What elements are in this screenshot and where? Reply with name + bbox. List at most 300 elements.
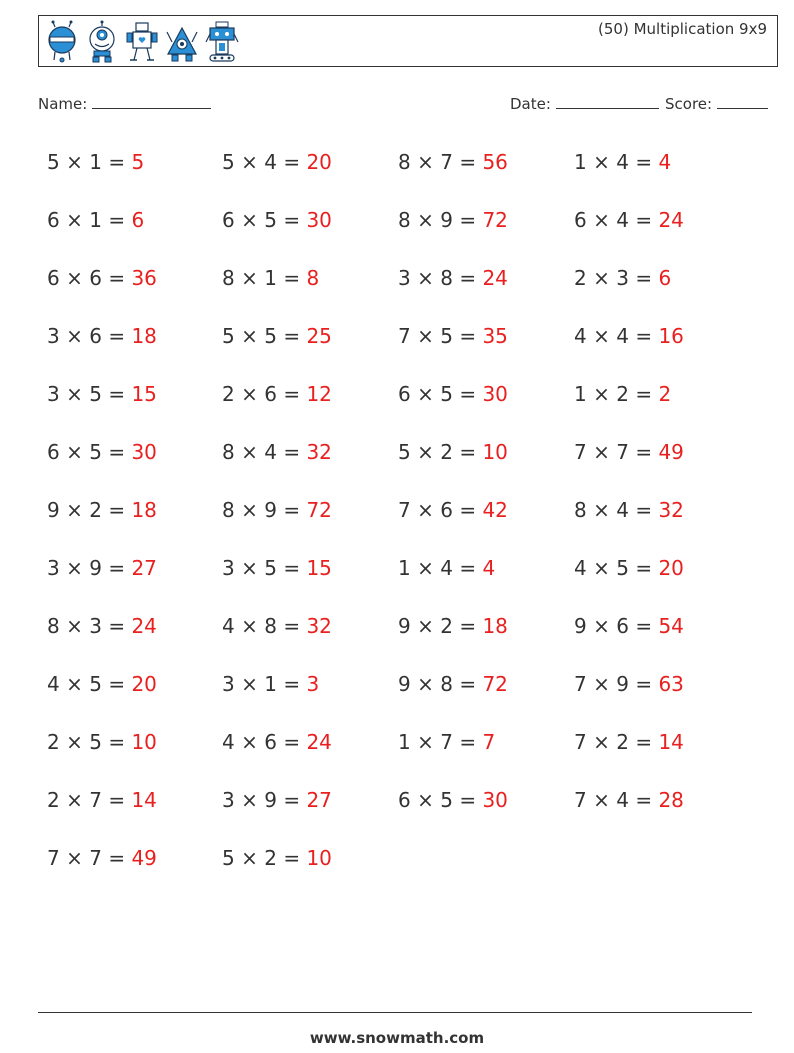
operand-b: 5 <box>440 382 453 406</box>
equals-sign: = <box>283 846 301 870</box>
problem-item <box>398 266 508 290</box>
times-sign: × <box>417 556 434 580</box>
problem-item <box>398 614 508 638</box>
times-sign: × <box>593 788 610 812</box>
times-sign: × <box>241 150 258 174</box>
times-sign: × <box>66 788 83 812</box>
operand-b: 4 <box>616 150 629 174</box>
equals-sign: = <box>108 150 126 174</box>
operand-b: 5 <box>89 382 102 406</box>
operand-a: 3 <box>398 266 411 290</box>
operand-a: 1 <box>398 556 411 580</box>
equals-sign: = <box>283 440 301 464</box>
times-sign: × <box>417 788 434 812</box>
times-sign: × <box>66 672 83 696</box>
equals-sign: = <box>459 730 477 754</box>
problem-item <box>222 788 332 812</box>
answer: 20 <box>658 556 684 580</box>
problem-item <box>574 788 684 812</box>
times-sign: × <box>241 440 258 464</box>
problem-item <box>222 556 332 580</box>
problem-item <box>222 498 332 522</box>
operand-b: 3 <box>89 614 102 638</box>
problem-item <box>574 382 671 406</box>
problem-item <box>222 324 332 348</box>
times-sign: × <box>66 150 83 174</box>
answer: 4 <box>658 150 672 174</box>
answer: 36 <box>131 266 157 290</box>
operand-b: 6 <box>264 382 277 406</box>
answer: 32 <box>306 440 332 464</box>
operand-a: 3 <box>222 556 235 580</box>
answer: 6 <box>131 208 145 232</box>
answer: 28 <box>658 788 684 812</box>
operand-a: 2 <box>47 788 60 812</box>
equals-sign: = <box>459 440 477 464</box>
problem-item <box>574 324 684 348</box>
times-sign: × <box>417 208 434 232</box>
equals-sign: = <box>283 498 301 522</box>
operand-b: 4 <box>440 556 453 580</box>
answer: 24 <box>306 730 332 754</box>
operand-b: 3 <box>616 266 629 290</box>
times-sign: × <box>66 382 83 406</box>
equals-sign: = <box>459 498 477 522</box>
equals-sign: = <box>283 730 301 754</box>
times-sign: × <box>66 556 83 580</box>
equals-sign: = <box>108 672 126 696</box>
times-sign: × <box>66 208 83 232</box>
equals-sign: = <box>459 672 477 696</box>
operand-b: 2 <box>89 498 102 522</box>
answer: 2 <box>658 382 672 406</box>
operand-a: 4 <box>47 672 60 696</box>
problem-item <box>47 788 157 812</box>
equals-sign: = <box>459 150 477 174</box>
problem-item <box>574 266 671 290</box>
answer: 16 <box>658 324 684 348</box>
equals-sign: = <box>635 730 653 754</box>
operand-b: 8 <box>440 266 453 290</box>
times-sign: × <box>66 498 83 522</box>
operand-b: 6 <box>89 266 102 290</box>
operand-b: 2 <box>440 614 453 638</box>
operand-a: 6 <box>47 266 60 290</box>
answer: 18 <box>131 498 157 522</box>
answer: 30 <box>482 788 508 812</box>
operand-b: 4 <box>616 788 629 812</box>
operand-a: 7 <box>574 788 587 812</box>
operand-a: 5 <box>222 150 235 174</box>
problem-item <box>47 150 144 174</box>
operand-a: 3 <box>47 324 60 348</box>
operand-b: 1 <box>264 672 277 696</box>
operand-b: 5 <box>89 440 102 464</box>
answer: 15 <box>306 556 332 580</box>
operand-a: 8 <box>222 266 235 290</box>
times-sign: × <box>66 846 83 870</box>
equals-sign: = <box>108 556 126 580</box>
problem-item <box>222 846 332 870</box>
problem-item <box>47 498 157 522</box>
operand-a: 8 <box>222 498 235 522</box>
times-sign: × <box>417 498 434 522</box>
date-label: Date: <box>510 95 551 113</box>
operand-a: 4 <box>222 730 235 754</box>
equals-sign: = <box>459 556 477 580</box>
problem-item <box>398 556 495 580</box>
operand-b: 4 <box>616 208 629 232</box>
operand-a: 6 <box>398 788 411 812</box>
equals-sign: = <box>108 846 126 870</box>
answer: 35 <box>482 324 508 348</box>
problem-item <box>574 614 684 638</box>
equals-sign: = <box>283 614 301 638</box>
answer: 30 <box>482 382 508 406</box>
answer: 54 <box>658 614 684 638</box>
operand-b: 8 <box>440 672 453 696</box>
operand-a: 1 <box>574 382 587 406</box>
equals-sign: = <box>283 672 301 696</box>
operand-a: 2 <box>47 730 60 754</box>
answer: 72 <box>306 498 332 522</box>
equals-sign: = <box>635 208 653 232</box>
operand-b: 4 <box>616 498 629 522</box>
problem-item <box>47 846 157 870</box>
footer-url: www.snowmath.com <box>309 1029 485 1047</box>
problem-item <box>47 324 157 348</box>
operand-b: 1 <box>89 150 102 174</box>
footer-divider <box>38 1012 752 1013</box>
equals-sign: = <box>635 614 653 638</box>
times-sign: × <box>417 614 434 638</box>
answer: 8 <box>306 266 320 290</box>
times-sign: × <box>66 266 83 290</box>
operand-a: 3 <box>47 556 60 580</box>
operand-b: 7 <box>440 150 453 174</box>
operand-a: 1 <box>574 150 587 174</box>
answer: 30 <box>306 208 332 232</box>
times-sign: × <box>593 266 610 290</box>
operand-a: 9 <box>47 498 60 522</box>
times-sign: × <box>241 498 258 522</box>
problem-item <box>222 208 332 232</box>
times-sign: × <box>241 730 258 754</box>
operand-a: 4 <box>222 614 235 638</box>
answer: 24 <box>658 208 684 232</box>
operand-b: 6 <box>264 730 277 754</box>
answer: 14 <box>131 788 157 812</box>
problem-item <box>222 266 319 290</box>
equals-sign: = <box>459 208 477 232</box>
score-label: Score: <box>665 95 713 113</box>
times-sign: × <box>593 208 610 232</box>
operand-b: 7 <box>89 788 102 812</box>
answer: 14 <box>658 730 684 754</box>
equals-sign: = <box>635 672 653 696</box>
problem-item <box>47 208 144 232</box>
times-sign: × <box>66 730 83 754</box>
answer: 20 <box>306 150 332 174</box>
equals-sign: = <box>635 440 653 464</box>
equals-sign: = <box>283 382 301 406</box>
times-sign: × <box>593 498 610 522</box>
equals-sign: = <box>635 498 653 522</box>
times-sign: × <box>593 324 610 348</box>
equals-sign: = <box>108 614 126 638</box>
problem-item <box>398 324 508 348</box>
equals-sign: = <box>635 788 653 812</box>
operand-a: 5 <box>222 846 235 870</box>
name-label: Name: <box>38 95 88 113</box>
times-sign: × <box>593 614 610 638</box>
problem-item <box>47 672 157 696</box>
operand-b: 1 <box>264 266 277 290</box>
problem-item <box>398 498 508 522</box>
equals-sign: = <box>459 614 477 638</box>
equals-sign: = <box>459 788 477 812</box>
equals-sign: = <box>108 324 126 348</box>
answer: 10 <box>306 846 332 870</box>
operand-a: 7 <box>574 730 587 754</box>
times-sign: × <box>241 324 258 348</box>
problem-item <box>222 150 332 174</box>
operand-b: 9 <box>264 788 277 812</box>
operand-b: 9 <box>616 672 629 696</box>
operand-b: 6 <box>440 498 453 522</box>
answer: 30 <box>131 440 157 464</box>
problem-item <box>574 556 684 580</box>
operand-a: 3 <box>222 788 235 812</box>
times-sign: × <box>241 382 258 406</box>
operand-a: 1 <box>398 730 411 754</box>
times-sign: × <box>593 672 610 696</box>
operand-a: 8 <box>47 614 60 638</box>
equals-sign: = <box>283 556 301 580</box>
times-sign: × <box>593 730 610 754</box>
operand-b: 5 <box>440 788 453 812</box>
answer: 49 <box>131 846 157 870</box>
operand-b: 5 <box>264 556 277 580</box>
operand-a: 2 <box>222 382 235 406</box>
problem-item <box>47 730 157 754</box>
equals-sign: = <box>635 266 653 290</box>
answer: 10 <box>131 730 157 754</box>
operand-b: 5 <box>616 556 629 580</box>
problem-item <box>398 730 495 754</box>
equals-sign: = <box>635 150 653 174</box>
problem-item <box>574 150 671 174</box>
answer: 24 <box>131 614 157 638</box>
problem-item <box>47 382 157 406</box>
times-sign: × <box>593 556 610 580</box>
problem-item <box>574 498 684 522</box>
answer: 18 <box>131 324 157 348</box>
operand-b: 7 <box>89 846 102 870</box>
problem-item <box>47 614 157 638</box>
problem-item <box>398 672 508 696</box>
operand-a: 7 <box>574 440 587 464</box>
operand-a: 5 <box>47 150 60 174</box>
times-sign: × <box>241 846 258 870</box>
problem-item <box>222 382 332 406</box>
operand-a: 8 <box>574 498 587 522</box>
operand-b: 6 <box>616 614 629 638</box>
times-sign: × <box>241 208 258 232</box>
answer: 18 <box>482 614 508 638</box>
operand-a: 7 <box>398 498 411 522</box>
times-sign: × <box>241 266 258 290</box>
times-sign: × <box>417 382 434 406</box>
problem-item <box>398 440 508 464</box>
equals-sign: = <box>108 266 126 290</box>
problem-item <box>398 382 508 406</box>
problem-item <box>47 556 157 580</box>
equals-sign: = <box>459 382 477 406</box>
operand-b: 4 <box>616 324 629 348</box>
operand-a: 7 <box>574 672 587 696</box>
times-sign: × <box>241 556 258 580</box>
answer: 49 <box>658 440 684 464</box>
equals-sign: = <box>108 440 126 464</box>
times-sign: × <box>593 150 610 174</box>
answer: 63 <box>658 672 684 696</box>
answer: 27 <box>306 788 332 812</box>
problem-item <box>222 440 332 464</box>
operand-b: 2 <box>264 846 277 870</box>
operand-a: 6 <box>398 382 411 406</box>
problem-item <box>398 150 508 174</box>
operand-a: 7 <box>398 324 411 348</box>
answer: 42 <box>482 498 508 522</box>
answer: 5 <box>131 150 145 174</box>
operand-b: 2 <box>440 440 453 464</box>
operand-a: 2 <box>574 266 587 290</box>
equals-sign: = <box>108 730 126 754</box>
operand-a: 3 <box>222 672 235 696</box>
operand-a: 8 <box>398 150 411 174</box>
answer: 72 <box>482 208 508 232</box>
times-sign: × <box>241 614 258 638</box>
equals-sign: = <box>283 788 301 812</box>
answer: 24 <box>482 266 508 290</box>
problem-item <box>574 672 684 696</box>
operand-b: 5 <box>264 208 277 232</box>
problem-item <box>222 672 319 696</box>
problem-item <box>47 266 157 290</box>
problem-item <box>574 440 684 464</box>
operand-a: 3 <box>47 382 60 406</box>
answer: 4 <box>482 556 496 580</box>
operand-b: 2 <box>616 382 629 406</box>
operand-b: 7 <box>616 440 629 464</box>
equals-sign: = <box>283 208 301 232</box>
times-sign: × <box>593 382 610 406</box>
operand-a: 6 <box>47 208 60 232</box>
answer: 3 <box>306 672 320 696</box>
equals-sign: = <box>108 788 126 812</box>
operand-b: 5 <box>440 324 453 348</box>
problem-item <box>574 730 684 754</box>
answer: 7 <box>482 730 496 754</box>
answer: 72 <box>482 672 508 696</box>
operand-b: 6 <box>89 324 102 348</box>
operand-b: 9 <box>264 498 277 522</box>
times-sign: × <box>241 788 258 812</box>
equals-sign: = <box>635 382 653 406</box>
operand-b: 9 <box>440 208 453 232</box>
answer: 10 <box>482 440 508 464</box>
times-sign: × <box>417 324 434 348</box>
equals-sign: = <box>108 498 126 522</box>
operand-b: 4 <box>264 440 277 464</box>
operand-b: 8 <box>264 614 277 638</box>
problem-item <box>574 208 684 232</box>
operand-b: 5 <box>264 324 277 348</box>
operand-a: 4 <box>574 556 587 580</box>
equals-sign: = <box>459 266 477 290</box>
operand-a: 7 <box>47 846 60 870</box>
times-sign: × <box>66 324 83 348</box>
problem-item <box>398 208 508 232</box>
answer: 32 <box>306 614 332 638</box>
problem-item <box>222 614 332 638</box>
equals-sign: = <box>283 324 301 348</box>
answer: 15 <box>131 382 157 406</box>
operand-b: 5 <box>89 672 102 696</box>
answer: 25 <box>306 324 332 348</box>
operand-b: 9 <box>89 556 102 580</box>
problem-item <box>222 730 332 754</box>
operand-a: 9 <box>398 672 411 696</box>
equals-sign: = <box>635 556 653 580</box>
operand-b: 5 <box>89 730 102 754</box>
answer: 56 <box>482 150 508 174</box>
operand-a: 6 <box>222 208 235 232</box>
worksheet-title: (50) Multiplication 9x9 <box>598 20 767 38</box>
answer: 12 <box>306 382 332 406</box>
times-sign: × <box>66 440 83 464</box>
operand-a: 6 <box>574 208 587 232</box>
times-sign: × <box>417 440 434 464</box>
operand-b: 1 <box>89 208 102 232</box>
answer: 27 <box>131 556 157 580</box>
operand-a: 9 <box>574 614 587 638</box>
equals-sign: = <box>635 324 653 348</box>
times-sign: × <box>66 614 83 638</box>
operand-a: 5 <box>222 324 235 348</box>
answer: 32 <box>658 498 684 522</box>
equals-sign: = <box>283 150 301 174</box>
times-sign: × <box>241 672 258 696</box>
operand-b: 7 <box>440 730 453 754</box>
operand-b: 2 <box>616 730 629 754</box>
times-sign: × <box>593 440 610 464</box>
operand-a: 6 <box>47 440 60 464</box>
equals-sign: = <box>459 324 477 348</box>
operand-a: 8 <box>398 208 411 232</box>
operand-a: 8 <box>222 440 235 464</box>
equals-sign: = <box>108 208 126 232</box>
times-sign: × <box>417 730 434 754</box>
equals-sign: = <box>108 382 126 406</box>
times-sign: × <box>417 266 434 290</box>
times-sign: × <box>417 672 434 696</box>
problem-item <box>398 788 508 812</box>
operand-b: 4 <box>264 150 277 174</box>
problem-item <box>47 440 157 464</box>
answer: 6 <box>658 266 672 290</box>
